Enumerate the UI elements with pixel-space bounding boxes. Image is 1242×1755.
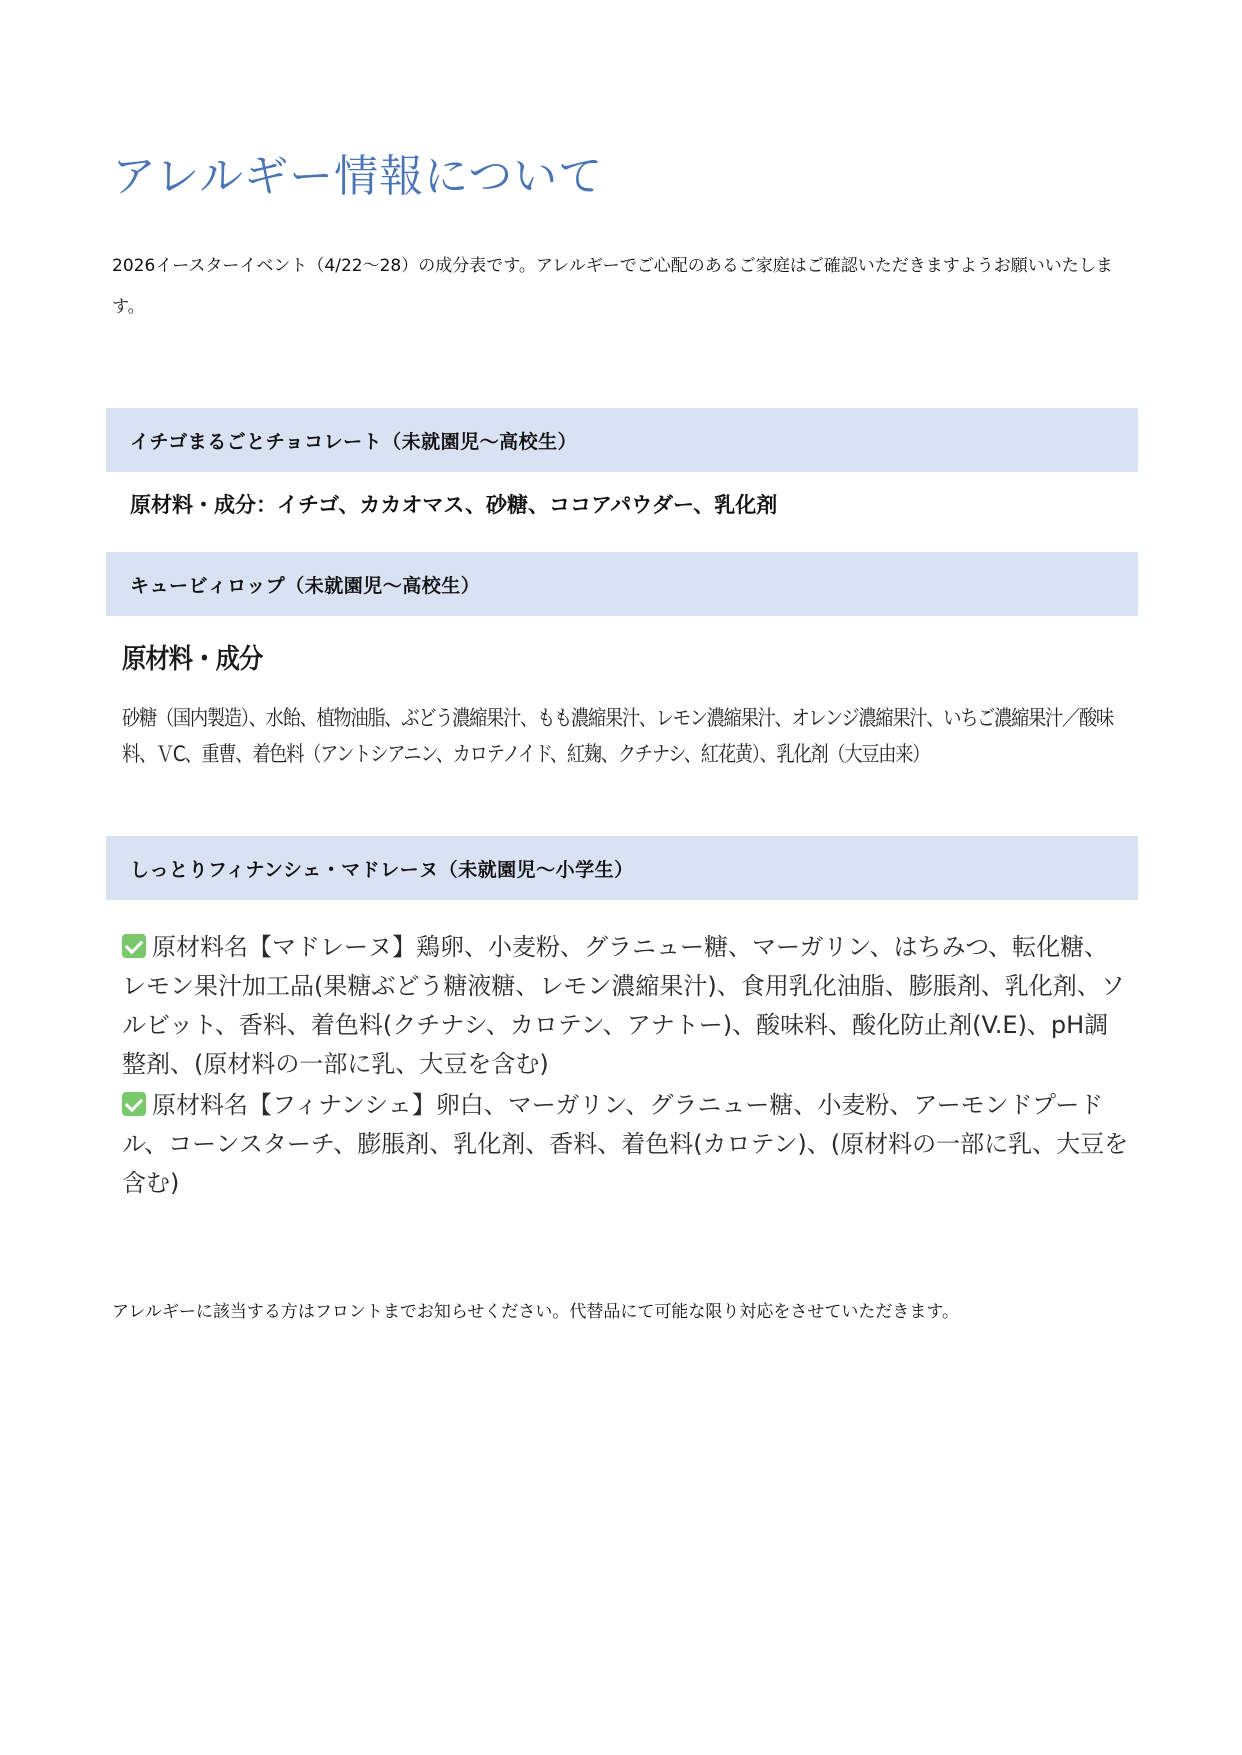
section-header-strawberry-chocolate [106, 408, 1138, 472]
section-header-financier-madeleine [106, 836, 1138, 900]
section-header-label: イチゴまるごとチョコレート（未就園児～高校生） [130, 430, 578, 453]
ingredients-image-financier-madeleine [122, 928, 1132, 1205]
ingredients-strawberry-chocolate: 原材料・成分：イチゴ、カカオマス、砂糖、ココアパウダー、乳化剤 [130, 493, 778, 517]
section-header-cubie-lollipop [106, 552, 1138, 616]
check-mark-icon [122, 1092, 146, 1116]
section-header-label: キュービィロップ（未就園児～高校生） [130, 574, 481, 597]
page-title: アレルギー情報について [112, 151, 604, 202]
ingredients-image-cubie-lollipop [122, 640, 1142, 772]
check-mark-icon [122, 934, 146, 958]
ingredient-entry-text: 原材料名【フィナンシェ】卵白、マーガリン、グラニュー糖、小麦粉、アーモンドプードル、コーンスターチ、膨脹剤、乳化剤、香料、着色料(カロテン)、(原材料の一部に乳、大豆を含む) [122, 1091, 1129, 1197]
ingredient-entry-madeleine [122, 928, 1132, 1084]
ingredients-heading: 原材料・成分 [122, 644, 263, 675]
footer-note: アレルギーに該当する方はフロントまでお知らせください。代替品にて可能な限り対応をさせていただきます。 [112, 1302, 960, 1322]
ingredient-entry-text: 原材料名【マドレーヌ】鶏卵、小麦粉、グラニュー糖、マーガリン、はちみつ、転化糖、レモン果汁加工品(果糖ぶどう糖液糖、レモン濃縮果汁)、食用乳化油脂、膨脹剤、乳化剤、ソルビット、香料、着色料(クチナシ、カロテン、アナトー)、酸味料、酸化防止剤(V.E)、pH調整剤、(原材料の一部に乳、大豆を含む) [122, 933, 1125, 1078]
intro-text: 2026イースターイベント（4/22～28）の成分表です。アレルギーでご心配のあるご家庭はご確認いただきますようお願いいたします。 [112, 256, 1113, 317]
ingredient-entry-financier [122, 1086, 1132, 1203]
section-header-label: しっとりフィナンシェ・マドレーヌ（未就園児～小学生） [130, 858, 634, 881]
ingredients-list: 砂糖（国内製造）、水飴、植物油脂、ぶどう濃縮果汁、もも濃縮果汁、レモン濃縮果汁、オレンジ濃縮果汁、いちご濃縮果汁／酸味料、ＶC、重曹、着色料（アントシアニン、カロテノイド、紅麹、クチナシ、紅花黄）、乳化剤（大豆由来） [122, 706, 1113, 766]
